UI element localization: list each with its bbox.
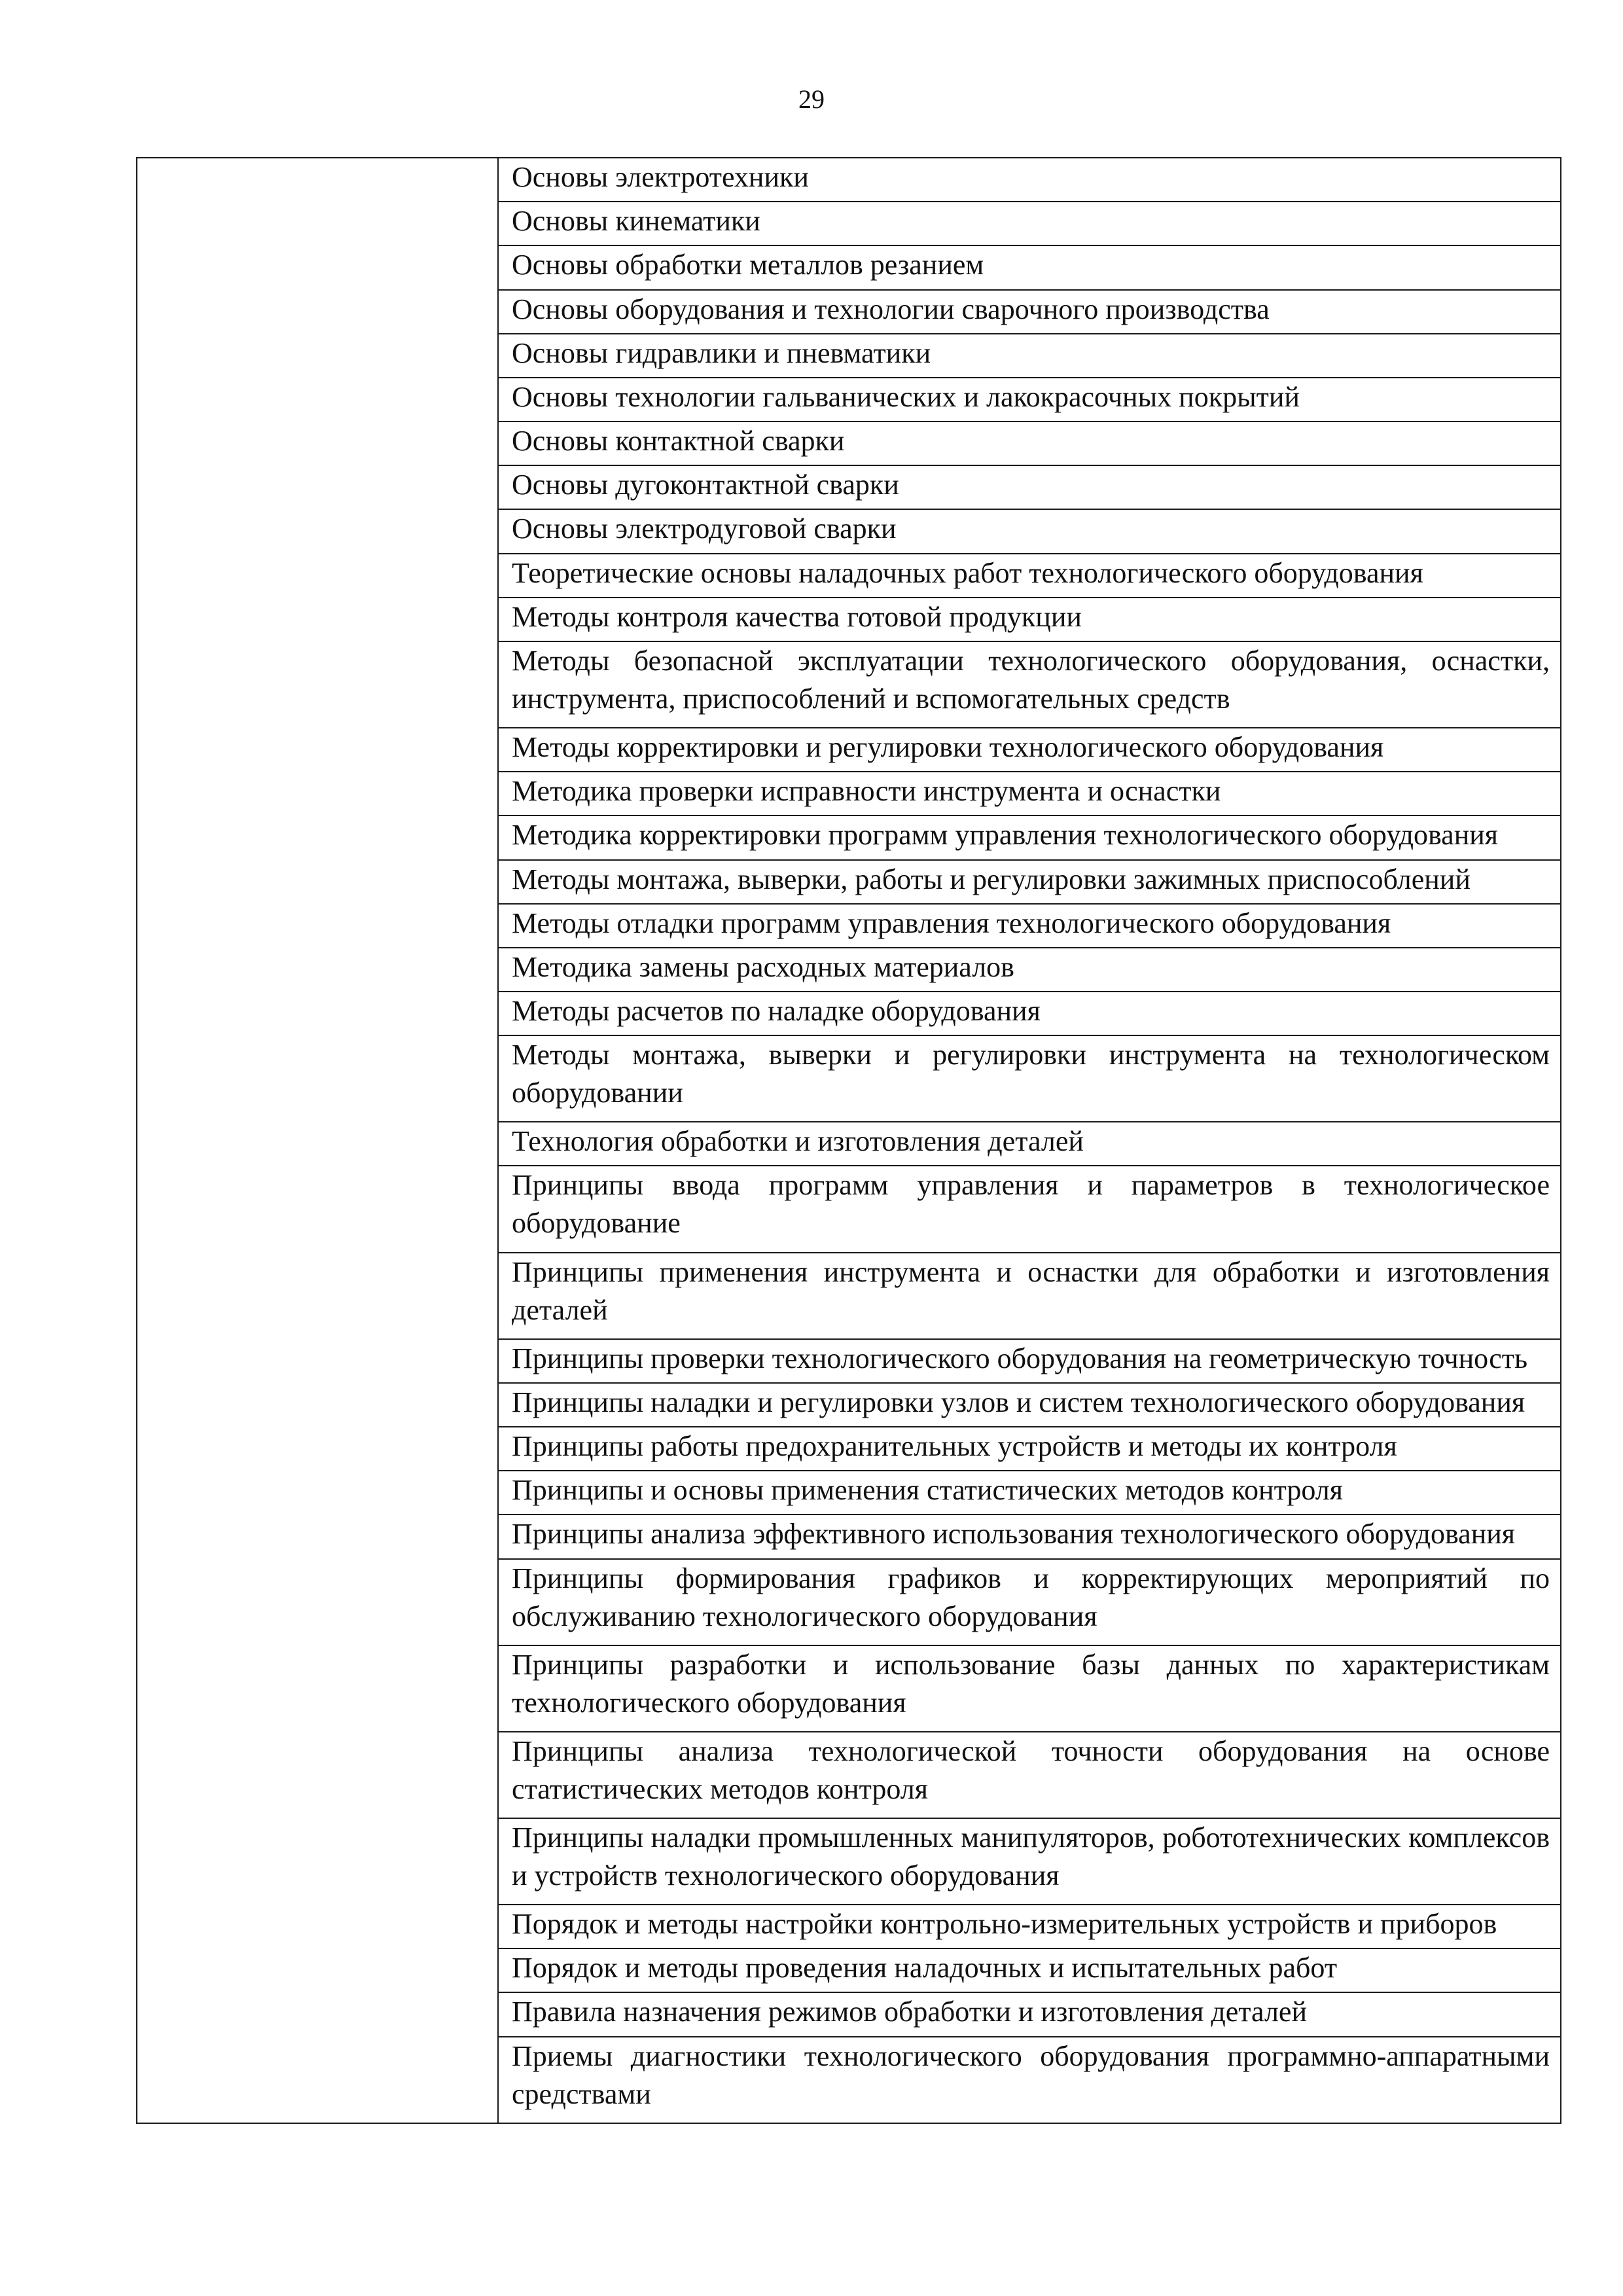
table-cell (498, 1035, 1561, 1122)
cell-text: Принципы анализа технологической точности оборудования на основе статистических методов контроля (512, 1734, 1550, 1805)
cell-text: Основы электродуговой сварки (512, 512, 897, 545)
table-cell (498, 1427, 1561, 1471)
table-cell (498, 598, 1561, 641)
cell-text: Основы контактной сварки (512, 425, 845, 457)
table-cell (498, 772, 1561, 816)
table-cell (498, 1948, 1561, 1992)
cell-text: Методы монтажа, выверки, работы и регулировки зажимных приспособлений (512, 863, 1471, 895)
cell-text: Методы контроля качества готовой продукции (512, 600, 1082, 633)
cell-text: Принципы проверки технологического оборудования на геометрическую точность (512, 1342, 1528, 1374)
table-cell (498, 1471, 1561, 1515)
table-cell (498, 509, 1561, 553)
table-cell (498, 1818, 1561, 1905)
cell-text: Правила назначения режимов обработки и изготовления деталей (512, 1996, 1307, 2028)
cell-text: Методика корректировки программ управления технологического оборудования (512, 819, 1499, 852)
table-cell (498, 245, 1561, 289)
cell-text: Технология обработки и изготовления деталей (512, 1125, 1084, 1158)
table-cell (498, 860, 1561, 904)
cell-text: Основы кинематики (512, 205, 760, 238)
table-cell (498, 1339, 1561, 1383)
table-cell (498, 1253, 1561, 1339)
table-cell (498, 1122, 1561, 1166)
table-cell (498, 1515, 1561, 1558)
table-cell (498, 1645, 1561, 1732)
cell-text: Методы корректировки и регулировки технологического оборудования (512, 731, 1384, 763)
cell-text: Теоретические основы наладочных работ технологического оборудования (512, 556, 1423, 589)
cell-text: Принципы и основы применения статистических методов контроля (512, 1474, 1343, 1507)
cell-text: Принципы наладки и регулировки узлов и систем технологического оборудования (512, 1386, 1525, 1418)
table-cell (498, 1559, 1561, 1645)
cell-text: Принципы ввода программ управления и параметров в технологическое оборудование (512, 1169, 1550, 1240)
cell-text: Принципы применения инструмента и оснастки для обработки и изготовления деталей (512, 1255, 1550, 1326)
cell-text: Принципы работы предохранительных устройств и методы их контроля (512, 1430, 1397, 1463)
table-body (137, 158, 1561, 2123)
left-column-cell (137, 158, 498, 2123)
table-cell (498, 554, 1561, 598)
cell-text: Порядок и методы настройки контрольно-измерительных устройств и приборов (512, 1908, 1497, 1940)
cell-text: Принципы разработки и использование базы данных по характеристикам технологического оборудования (512, 1648, 1550, 1719)
cell-text: Основы оборудования и технологии сварочного производства (512, 293, 1270, 325)
table-cell (498, 465, 1561, 509)
table-cell (498, 158, 1561, 202)
page-number: 29 (798, 84, 825, 114)
table-cell (498, 378, 1561, 422)
cell-text: Основы дугоконтактной сварки (512, 469, 899, 501)
cell-text: Методы отладки программ управления технологического оборудования (512, 906, 1391, 939)
table-cell (498, 728, 1561, 772)
table-cell (498, 1732, 1561, 1818)
cell-text: Методика проверки исправности инструмента и оснастки (512, 775, 1221, 808)
table-cell (498, 948, 1561, 992)
table-cell (498, 641, 1561, 728)
table-cell (498, 290, 1561, 334)
table-cell (498, 2037, 1561, 2123)
cell-text: Принципы формирования графиков и корректирующих мероприятий по обслуживанию технологического оборудования (512, 1562, 1550, 1632)
knowledge-table (136, 157, 1561, 2124)
cell-text: Методы расчетов по наладке оборудования (512, 995, 1041, 1028)
cell-text: Приемы диагностики технологического оборудования программно-аппаратными средствами (512, 2039, 1550, 2110)
cell-text: Принципы наладки промышленных манипуляторов, робототехнических комплексов и устройств технологического оборудования (512, 1821, 1550, 1892)
cell-text: Методы безопасной эксплуатации технологического оборудования, оснастки, инструмента, приспособлений и вспомогательных средств (512, 644, 1550, 715)
table-cell (498, 422, 1561, 465)
table-cell (498, 992, 1561, 1035)
cell-text: Порядок и методы проведения наладочных и испытательных работ (512, 1952, 1338, 1984)
table-cell (498, 1905, 1561, 1948)
table-cell (498, 1383, 1561, 1427)
table-cell (498, 1166, 1561, 1252)
cell-text: Методы монтажа, выверки и регулировки инструмента на технологическом оборудовании (512, 1039, 1550, 1109)
cell-text: Основы технологии гальванических и лакокрасочных покрытий (512, 380, 1300, 413)
cell-text: Принципы анализа эффективного использования технологического оборудования (512, 1518, 1516, 1551)
cell-text: Основы электротехники (512, 161, 809, 193)
table-cell (498, 334, 1561, 378)
table-cell (498, 1992, 1561, 2036)
table-cell (498, 816, 1561, 859)
cell-text: Основы гидравлики и пневматики (512, 336, 931, 369)
table-cell (498, 904, 1561, 948)
table-cell (498, 202, 1561, 245)
cell-text: Основы обработки металлов резанием (512, 249, 984, 281)
cell-text: Методика замены расходных материалов (512, 950, 1014, 983)
table-row (137, 158, 1561, 202)
